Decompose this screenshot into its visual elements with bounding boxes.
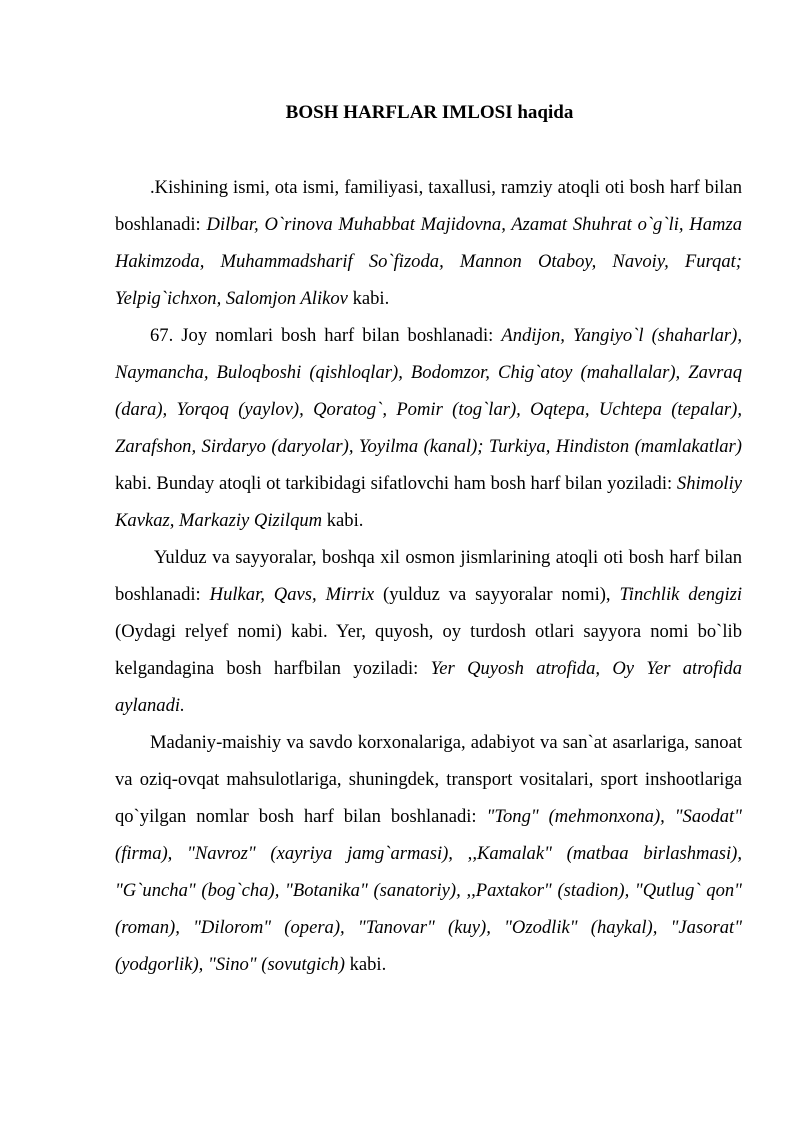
italic-examples: Dilbar, O`rinova Muhabbat Majidovna, Azamat Shuhrat o`g`li, Hamza Hakimzoda, Muhammadsharif So`fizoda, Mannon Otaboy, Navoiy, Furqat; Yelpig`ichxon, Salomjon Alikov bbox=[115, 214, 742, 309]
text-segment: Yulduz va sayyoralar, boshqa xil osmon jismlarining atoqli oti bosh harf bilan boshlanadi: bbox=[115, 547, 742, 605]
text-segment: kabi. bbox=[344, 954, 387, 975]
document-page bbox=[115, 98, 742, 983]
italic-examples: Tinchlik dengizi bbox=[619, 584, 743, 605]
italic-examples: "Tong" (mehmonxona), "Saodat" (firma), "Navroz" (xayriya jamg`armasi), ,,Kamalak" (matbaa birlashmasi), "G`uncha" (bog`cha), "Botanika" (sanatoriy), ,,Paxtakor" (stadion), "Qutlug` qon" (roman), "Dilorom" (opera), "Tanovar" (kuy), "Ozodlik" (haykal), "Jasorat" (yodgorlik), "Sino" (sovutgich) bbox=[115, 806, 742, 975]
text-segment: kabi. Bunday atoqli ot tarkibidagi sifatlovchi ham bosh harf bilan yoziladi: bbox=[115, 473, 677, 494]
italic-examples: Andijon, Yangiyo`l (shaharlar), Naymancha, Buloqboshi (qishloqlar), Bodomzor, Chig`atoy (mahallalar), Zavraq (dara), Yorqoq (yaylov), Qoratog`, Pomir (tog`lar), Oqtepa, Uchtepa (tepalar), Zarafshon, Sirdaryo (daryolar), Yoyilma (kanal); Turkiya, Hindiston (mamlakatlar) bbox=[115, 325, 743, 457]
paragraph-place-names bbox=[115, 317, 742, 539]
document-title: BOSH HARFLAR IMLOSI haqida bbox=[285, 102, 574, 123]
text-segment: .Kishining ismi, ota ismi, familiyasi, taxallusi, ramziy atoqli oti bosh harf bilan boshlanadi: bbox=[115, 177, 742, 235]
text-segment: Madaniy-maishiy va savdo korxonalariga, adabiyot va san`at asarlariga, sanoat va oziq-ovqat mahsulotlariga, shuningdek, transport vositalari, sport inshootlariga qo`yilgan nomlar bosh harf bilan boshlanadi: bbox=[115, 732, 742, 827]
text-segment: kabi. bbox=[347, 288, 390, 309]
text-segment: 67. Joy nomlari bosh harf bilan boshlanadi: bbox=[150, 325, 502, 346]
text-segment: (Oydagi relyef nomi) kabi. Yer, quyosh, oy turdosh otlari sayyora nomi bo`lib kelgandagina bosh harfbilan yoziladi: bbox=[115, 621, 742, 679]
paragraph-celestial-names bbox=[115, 539, 742, 724]
italic-examples: Yer Quyosh atrofida, Oy Yer atrofida aylanadi. bbox=[115, 658, 742, 716]
text-segment: kabi. bbox=[322, 510, 364, 531]
text-segment: (yulduz va sayyoralar nomi), bbox=[374, 584, 620, 605]
italic-examples: Shimoliy Kavkaz, Markaziy Qizilqum bbox=[115, 473, 742, 531]
paragraph-institution-names bbox=[115, 724, 742, 983]
italic-examples: Hulkar, Qavs, Mirrix bbox=[209, 584, 375, 605]
paragraph-personal-names bbox=[115, 169, 742, 317]
